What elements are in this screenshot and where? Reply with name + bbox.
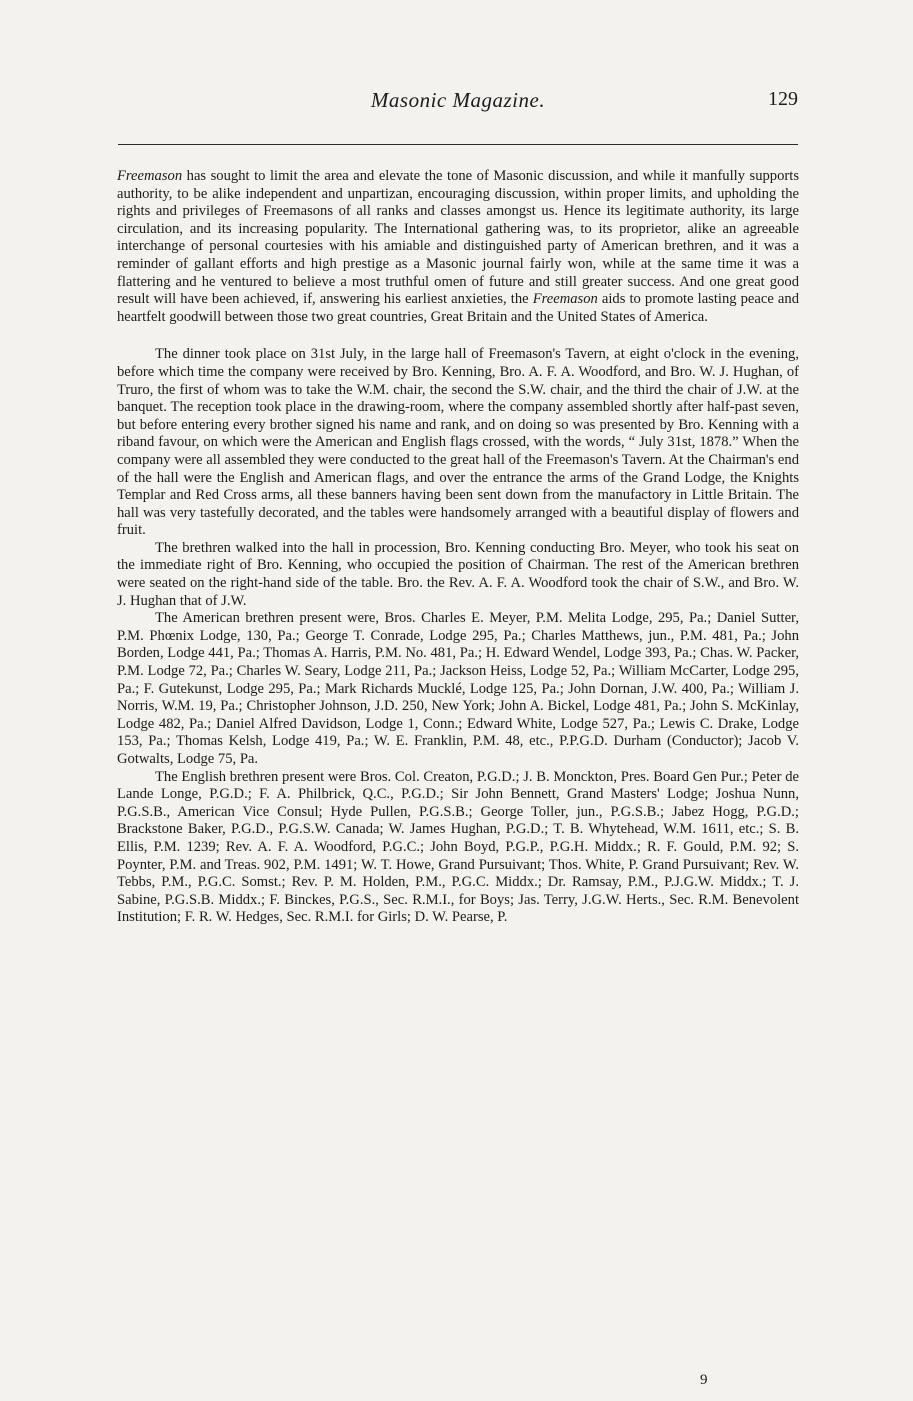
article-body: [117, 168, 799, 927]
paragraph-procession: The brethren walked into the hall in procession, Bro. Kenning conducting Bro. Meyer, who took his seat on the immediate right of Bro. Kenning, who occupied the position of Chairman. The rest of the American brethren were seated on the right-hand side of the table. Bro. the Rev. A. F. A. Woodford took the chair of S.W., and Bro. W. J. Hughan that of J.W.: [117, 539, 799, 609]
running-title: Masonic Magazine.: [370, 88, 546, 112]
publication-name: Freemason: [532, 291, 598, 308]
paragraph-text: aids to promote lasting peace and heartfelt goodwill between those two great countries, Great Britain and the United States of America.: [117, 291, 799, 325]
paragraph-english-brethren: The English brethren present were Bros. Col. Creaton, P.G.D.; J. B. Monckton, Pres. Board Gen Pur.; Peter de Lande Longe, P.G.D.; F. A. Philbrick, Q.C., P.G.D.; Sir John Bennett, Grand Masters' Lodge; Joshua Nunn, P.G.S.B., American Vice Consul; Hyde Pullen, P.G.S.B.; George Toller, jun., P.G.S.B.; Jabez Hogg, P.G.D.; Brackstone Baker, P.G.D., P.G.S.W. Canada; W. James Hughan, P.G.D.; T. B. Whytehead, W.M. 1611, etc.; S. B. Ellis, P.M. 1239; Rev. A. F. A. Woodford, P.G.C.; John Boyd, P.G.P., P.G.H. Middx.; R. F. Gould, P.M. 92; S. Poynter, P.M. and Treas. 902, P.M. 1491; W. T. Howe, Grand Pursuivant; Thos. White, P. Grand Pursuivant; Rev. W. Tebbs, P.M., P.G.C. Somst.; Rev. P. M. Holden, P.M., P.G.C. Middx.; Dr. Ramsay, P.M., P.J.G.W. Middx.; T. J. Sabine, P.G.S.B. Middx.; F. Binckes, P.G.S., Sec. R.M.I., for Boys; Jas. Terry, J.G.W. Herts., Sec. R.M. Benevolent Institution; F. R. W. Hedges, Sec. R.M.I. for Girls; D. W. Pearse, P.: [117, 768, 799, 926]
publication-name: Freemason: [117, 168, 183, 184]
paragraph-freemason-aims: [117, 168, 799, 326]
signature-mark: 9: [700, 1372, 708, 1388]
paragraph-american-brethren: The American brethren present were, Bros. Charles E. Meyer, P.M. Melita Lodge, 295, Pa.; Daniel Sutter, P.M. Phœnix Lodge, 130, Pa.; George T. Conrade, Lodge 295, Pa.; Charles Matthews, jun., P.M. 481, Pa.; John Borden, Lodge 441, Pa.; Thomas A. Harris, P.M. No. 481, Pa.; H. Edward Wendel, Lodge 393, Pa.; Chas. W. Packer, P.M. Lodge 72, Pa.; Charles W. Seary, Lodge 211, Pa.; Jackson Heiss, Lodge 52, Pa.; William McCarter, Lodge 295, Pa.; F. Gutekunst, Lodge 295, Pa.; Mark Richards Mucklé, Lodge 125, Pa.; John Dornan, J.W. 400, Pa.; William J. Norris, W.M. 19, Pa.; Christopher Johnson, J.D. 250, New York; John A. Bickel, Lodge 481, Pa.; John S. McKinlay, Lodge 482, Pa.; Daniel Alfred Davidson, Lodge 1, Conn.; Edward White, Lodge 527, Pa.; Lewis C. Drake, Lodge 153, Pa.; Thomas Kelsh, Lodge 419, Pa.; W. E. Franklin, P.M. 48, etc., P.P.G.D. Durham (Conductor); Jacob V. Gotwalts, Lodge 75, Pa.: [117, 610, 799, 767]
header-rule: [118, 144, 798, 145]
page-header: [118, 88, 798, 118]
page-number: 129: [768, 88, 798, 110]
paragraph-dinner: The dinner took place on 31st July, in the large hall of Freemason's Tavern, at eight o'clock in the evening, before which time the company were received by Bro. Kenning, Bro. A. F. A. Woodford, and Bro. W. J. Hughan, of Truro, the first of whom was to take the W.M. chair, the second the S.W. chair, and the third the chair of J.W. at the banquet. The reception took place in the drawing-room, where the company assembled shortly after half-past seven, but before entering every brother signed his name and rank, and on doing so was presented by Bro. Kenning with a riband favour, on which were the American and English flags crossed, with the words, “ July 31st, 1878.” When the company were all assembled they were conducted to the great hall of the Freemason's Tavern. At the Chairman's end of the hall were the English and American flags, and over the entrance the arms of the Grand Lodge, the Knights Templar and Red Cross arms, all these banners having been sent down from the manufactory in Little Britain. The hall was very tastefully decorated, and the tables were handsomely arranged with a beautiful display of flowers and fruit.: [117, 346, 799, 539]
paragraph-text: has sought to limit the area and elevate the tone of Masonic discussion, and while it manfully supports authority, to be alike independent and unpartizan, encouraging discussion, within proper limits, and upholding the rights and privileges of Freemasons of all ranks and classes amongst us. Hence its legitimate authority, its large circulation, and its increasing popularity. The International gathering was, to its proprietor, alike an agreeable interchange of personal courtesies with his amiable and distinguished party of American brethren, and it was a reminder of gallant efforts and high prestige as a Masonic journal fairly won, while at the same time it was a flattering and he ventured to believe a most truthful omen of future and still greater success. And one great good result will have been achieved, if, answering his earliest anxieties, the: [117, 168, 799, 308]
